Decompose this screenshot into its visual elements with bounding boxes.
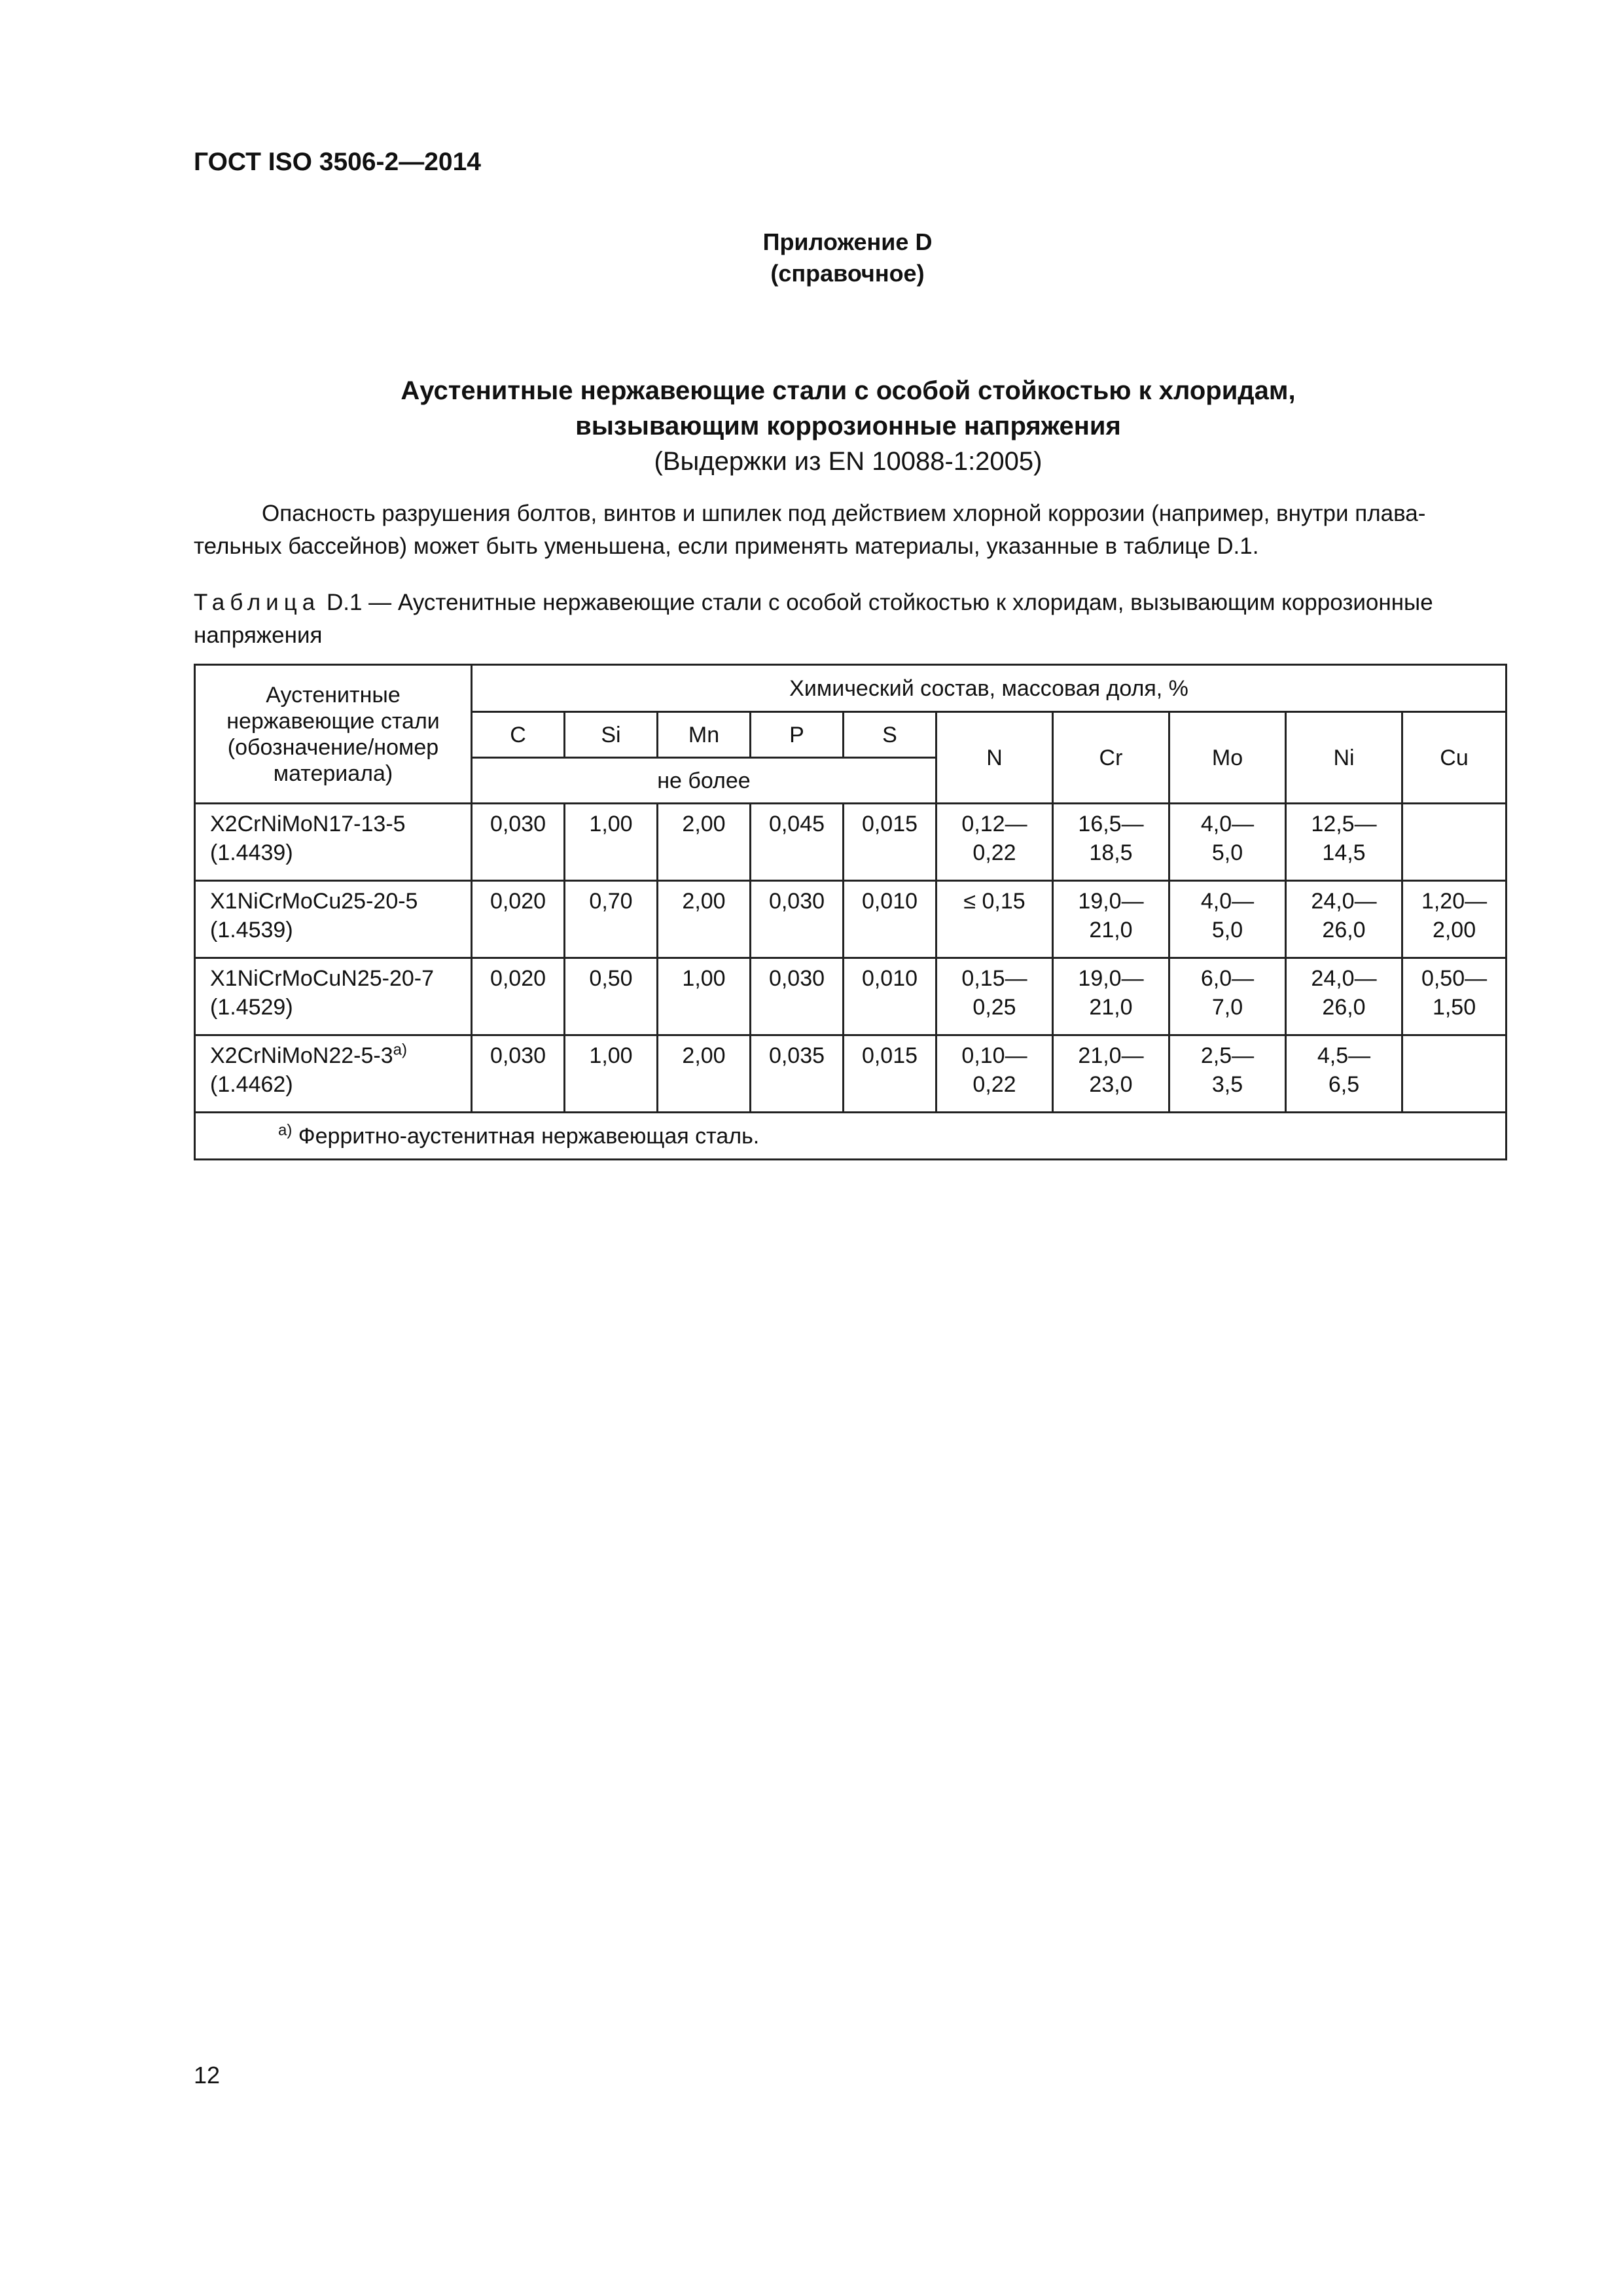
value-mo: 6,0— 7,0 (1169, 958, 1286, 1035)
element-header-p: P (751, 712, 844, 758)
element-header-mn: Mn (658, 712, 751, 758)
grade-number: (1.4539) (210, 918, 293, 942)
value-ni: 12,5— 14,5 (1286, 804, 1402, 881)
value-cu (1402, 804, 1507, 881)
table-caption (194, 586, 1503, 652)
value-mo: 2,5— 3,5 (1169, 1035, 1286, 1113)
grade-cell (195, 881, 472, 958)
grade-header-line-2: нержавеющие стали (226, 708, 440, 734)
value-ni: 4,5— 6,5 (1286, 1035, 1402, 1113)
element-header-c: C (472, 712, 565, 758)
value-cr: 16,5— 18,5 (1053, 804, 1169, 881)
grade-cell (195, 804, 472, 881)
grade-number: (1.4439) (210, 840, 293, 865)
table-row (195, 958, 1507, 1035)
grade-header-line-1: Аустенитные (266, 682, 401, 708)
value-p: 0,045 (751, 804, 844, 881)
table-row (195, 804, 1507, 881)
value-mn: 2,00 (658, 881, 751, 958)
grade-cell (195, 1035, 472, 1113)
grade-name: X2CrNiMoN17-13-5 (210, 812, 406, 836)
value-mn: 2,00 (658, 1035, 751, 1113)
annex-kind: (справочное) (770, 260, 925, 287)
caption-text-1: D.1 — Аустенитные нержавеющие стали с особой стойкостью к хлоридам, вызывающим коррозионные (320, 590, 1433, 615)
grade-number: (1.4529) (210, 995, 293, 1020)
standard-code: ГОСТ ISO 3506-2—2014 (194, 148, 481, 176)
value-si: 0,70 (565, 881, 658, 958)
intro-paragraph (194, 497, 1503, 563)
title-line-2: вызывающим коррозионные напряжения (575, 412, 1121, 440)
grade-header (195, 665, 472, 804)
element-header-ni: Ni (1286, 712, 1402, 804)
value-s: 0,010 (844, 881, 936, 958)
caption-label: Таблица (194, 590, 321, 615)
table-row (195, 881, 1507, 958)
value-s: 0,010 (844, 958, 936, 1035)
grade-cell (195, 958, 472, 1035)
value-s: 0,015 (844, 1035, 936, 1113)
composition-table (194, 664, 1507, 1160)
element-header-n: N (936, 712, 1053, 804)
value-mn: 2,00 (658, 804, 751, 881)
value-ni: 24,0— 26,0 (1286, 958, 1402, 1035)
value-ni: 24,0— 26,0 (1286, 881, 1402, 958)
value-cr: 19,0— 21,0 (1053, 958, 1169, 1035)
element-header-mo: Mo (1169, 712, 1286, 804)
grade-header-line-3: (обозначение/номер (227, 734, 439, 760)
caption-line-1 (194, 586, 1503, 619)
footnote-mark: а) (278, 1121, 293, 1139)
intro-line-2: тельных бассейнов) может быть уменьшена, если применять материалы, указанные в таблице D.1. (194, 533, 1259, 559)
max-note: не более (472, 758, 936, 804)
value-c: 0,030 (472, 1035, 565, 1113)
value-c: 0,020 (472, 958, 565, 1035)
value-si: 1,00 (565, 1035, 658, 1113)
grade-name: X2CrNiMoN22-5-3 (210, 1043, 393, 1068)
document-title (194, 373, 1503, 479)
grade-name: X1NiCrMoCu25-20-5 (210, 889, 418, 914)
title-line-1: Аустенитные нержавеющие стали с особой стойкостью к хлоридам, (401, 376, 1296, 405)
value-n: 0,12— 0,22 (936, 804, 1053, 881)
caption-line-2: напряжения (194, 622, 323, 648)
element-header-cr: Cr (1053, 712, 1169, 804)
value-n: 0,10— 0,22 (936, 1035, 1053, 1113)
value-c: 0,030 (472, 804, 565, 881)
value-mn: 1,00 (658, 958, 751, 1035)
value-mo: 4,0— 5,0 (1169, 881, 1286, 958)
footnote-text: Ферритно-аустенитная нержавеющая сталь. (292, 1123, 760, 1149)
value-c: 0,020 (472, 881, 565, 958)
annex-title: Приложение D (762, 228, 933, 255)
value-n: ≤ 0,15 (936, 881, 1053, 958)
element-header-si: Si (565, 712, 658, 758)
grade-header-line-4: материала) (273, 761, 393, 786)
grade-footnote-mark: а) (393, 1041, 407, 1059)
table-row (195, 1035, 1507, 1113)
intro-line-1: Опасность разрушения болтов, винтов и шпилек под действием хлорной коррозии (например, внутри плава- (262, 501, 1426, 526)
composition-header: Химический состав, массовая доля, % (472, 665, 1507, 712)
element-header-cu: Cu (1402, 712, 1507, 804)
value-p: 0,030 (751, 958, 844, 1035)
value-cu: 1,20— 2,00 (1402, 881, 1507, 958)
table-footnote (195, 1113, 1507, 1160)
value-cr: 21,0— 23,0 (1053, 1035, 1169, 1113)
value-p: 0,035 (751, 1035, 844, 1113)
value-p: 0,030 (751, 881, 844, 958)
title-source: (Выдержки из EN 10088-1:2005) (654, 447, 1043, 476)
value-cu: 0,50— 1,50 (1402, 958, 1507, 1035)
value-s: 0,015 (844, 804, 936, 881)
value-cr: 19,0— 21,0 (1053, 881, 1169, 958)
value-cu (1402, 1035, 1507, 1113)
element-header-s: S (844, 712, 936, 758)
value-mo: 4,0— 5,0 (1169, 804, 1286, 881)
grade-name: X1NiCrMoCuN25-20-7 (210, 966, 435, 991)
value-si: 1,00 (565, 804, 658, 881)
value-si: 0,50 (565, 958, 658, 1035)
page-number: 12 (194, 2062, 221, 2089)
value-n: 0,15— 0,25 (936, 958, 1053, 1035)
grade-number: (1.4462) (210, 1072, 293, 1097)
